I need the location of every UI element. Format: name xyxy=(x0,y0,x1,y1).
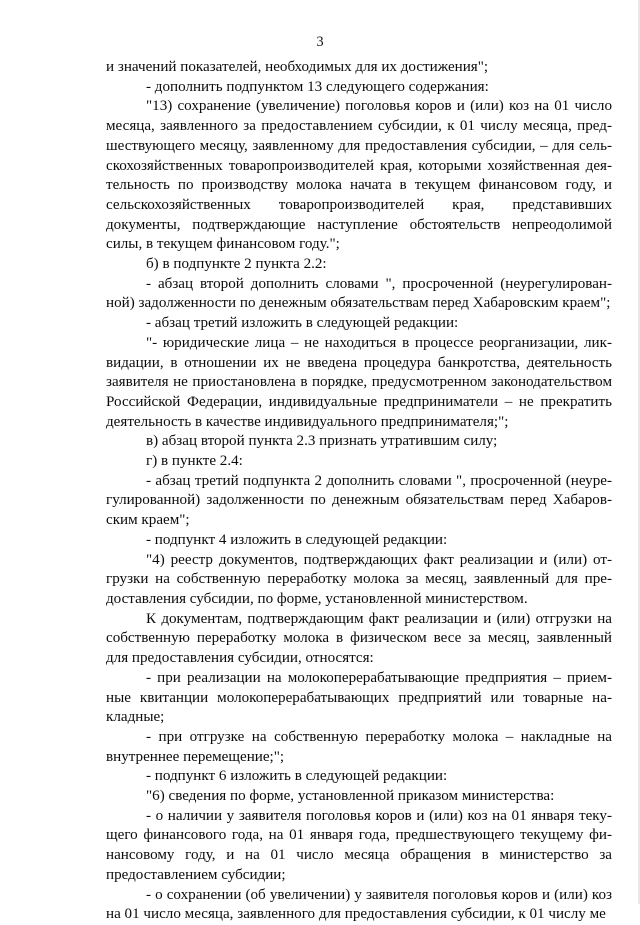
document-body xyxy=(106,58,612,925)
paragraph-p12: К документам, подтверждающим факт реализации и (или) отгрузки на собственную переработку молока в физическом весе за месяц, заявленный для предоставления субсидии, относятся: xyxy=(106,610,612,667)
paragraph-p9: - абзац третий подпункта 2 дополнить словами ", просроченной (неурегулированной) задолженности по денежным обязательствам перед Хабаровским краем"; xyxy=(106,472,612,529)
paragraph-p2: "13) сохранение (увеличение) поголовья коров и (или) коз на 01 число месяца, заявленного за предоставлением субсидии, к 01 числу месяца, предшествующего месяцу, заявленному для предоставления субсидии, – для сельскохозяйственных товаропроизводителей края, которыми хозяйственная деятельность по производству молока начата в текущем финансовом году, и сельскохозяйственных товаропроизводителей края, представивших документы, подтверждающие наступление обстоятельств непреодолимой силы, в текущем финансовом году."; xyxy=(106,98,612,253)
paragraph-p15: - подпункт 6 изложить в следующей редакции: xyxy=(146,768,448,785)
page-number: 3 xyxy=(316,34,324,50)
paragraph-p6: "- юридические лица – не находиться в процессе реорганизации, ликвидации, в отношении их не введена процедура банкротства, деятельность заявителя не приостановлена в порядке, предусмотренном законодательством Российской Федерации, индивидуальные предприниматели – не прекратить деятельность в качестве индивидуального предпринимателя;"; xyxy=(106,334,612,430)
paragraph-p4: - абзац второй дополнить словами ", просроченной (неурегулированной) задолженности по денежным обязательствам перед Хабаровским краем"; xyxy=(106,275,612,312)
paragraph-p3: б) в подпункте 2 пункта 2.2: xyxy=(146,256,327,273)
paragraph-p5: - абзац третий изложить в следующей редакции: xyxy=(146,315,459,332)
paragraph-p8: г) в пункте 2.4: xyxy=(146,453,243,470)
paragraph-p16: "6) сведения по форме, установленной приказом министерства: xyxy=(146,788,555,805)
paragraph-p10: - подпункт 4 изложить в следующей редакции: xyxy=(146,531,448,548)
paragraph-p17: - о наличии у заявителя поголовья коров и (или) коз на 01 января текущего финансового года, на 01 января года, предшествующего текущему финансовому году, и на 01 число месяца обращения в министерство за предоставлением субсидии; xyxy=(106,807,612,883)
paragraph-p11: "4) реестр документов, подтверждающих факт реализации и (или) отгрузки на собственную переработку молока за месяц, заявленный для предоставления субсидии, по форме, установленной министерством. xyxy=(106,551,612,607)
paragraph-p18: - о сохранении (об увеличении) у заявителя поголовья коров и (или) коз на 01 число месяца, заявленного для предоставления субсидии, к 01 числу ме xyxy=(106,886,612,923)
paragraph-p1: - дополнить подпунктом 13 следующего содержания: xyxy=(146,78,489,95)
paragraph-p0: и значений показателей, необходимых для их достижения"; xyxy=(106,59,489,75)
paragraph-p7: в) абзац второй пункта 2.3 признать утратившим силу; xyxy=(146,433,498,450)
paragraph-p13: - при реализации на молокоперерабатывающие предприятия – приемные квитанции молокоперерабатывающих предприятий или товарные накладные; xyxy=(106,669,612,726)
paragraph-p14: - при отгрузке на собственную переработку молока – накладные на внутреннее перемещение;"; xyxy=(106,728,612,765)
